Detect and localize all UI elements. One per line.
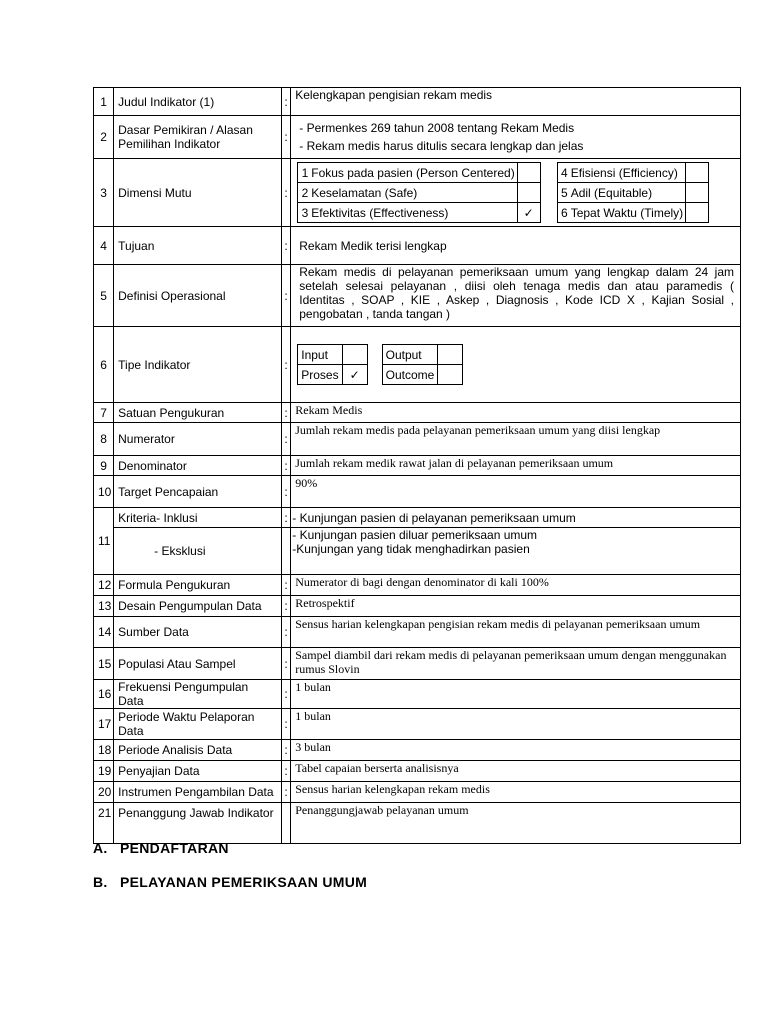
row-label: Populasi Atau Sampel bbox=[114, 648, 282, 680]
row-value: Rekam Medis bbox=[291, 403, 741, 423]
row-colon: : bbox=[281, 782, 291, 803]
row-number: 21 bbox=[94, 803, 114, 844]
row-number: 12 bbox=[94, 575, 114, 596]
row-label: Periode Analisis Data bbox=[114, 740, 282, 761]
row-value: Jumlah rekam medik rawat jalan di pelayanan pemeriksaan umum bbox=[291, 456, 741, 476]
row-number: 11 bbox=[94, 508, 114, 575]
row-number: 13 bbox=[94, 596, 114, 617]
table-row bbox=[94, 476, 741, 508]
row-number: 5 bbox=[94, 265, 114, 327]
dimensi-number: 6 bbox=[557, 203, 569, 223]
row-colon: : bbox=[281, 227, 291, 265]
dimensi-checkbox[interactable] bbox=[686, 183, 709, 203]
table-row bbox=[94, 648, 741, 680]
table-row bbox=[94, 265, 741, 327]
table-row bbox=[94, 596, 741, 617]
dimensi-label: Efektivitas (Effectiveness) bbox=[309, 203, 517, 223]
dimensi-checkbox[interactable]: ✓ bbox=[517, 203, 540, 223]
dimensi-label: Keselamatan (Safe) bbox=[309, 183, 517, 203]
row-label: Satuan Pengukuran bbox=[114, 403, 282, 423]
heading-text: PELAYANAN PEMERIKSAAN UMUM bbox=[120, 874, 368, 890]
row-value: Sensus harian kelengkapan rekam medis bbox=[291, 782, 741, 803]
dimensi-checkbox[interactable] bbox=[686, 203, 709, 223]
table-row bbox=[94, 803, 741, 844]
row-label: Sumber Data bbox=[114, 617, 282, 648]
dimensi-number: 4 bbox=[557, 163, 569, 183]
table-row bbox=[94, 680, 741, 709]
row-colon: : bbox=[281, 423, 291, 456]
row-value: Rekam medis di pelayanan pemeriksaan umum yang lengkap dalam 24 jam setelah selesai pelayanan , diisi oleh tenaga medis dan atau paramedis ( Identitas , SOAP , KIE , Askep , Diagnosis , Kode ICD X , Kajian Sosial , pengobatan , tanda tangan ) bbox=[291, 265, 741, 327]
row-number: 6 bbox=[94, 327, 114, 403]
tipe-label: Input bbox=[298, 345, 342, 365]
row-label: Dasar Pemikiran / Alasan Pemilihan Indikator bbox=[114, 116, 282, 159]
row-number: 16 bbox=[94, 680, 114, 709]
dimensi-checkbox[interactable] bbox=[517, 163, 540, 183]
row-value: Sensus harian kelengkapan pengisian rekam medis di pelayanan pemeriksaan umum bbox=[291, 617, 741, 648]
row-number: 3 bbox=[94, 159, 114, 227]
dimensi-checkbox[interactable] bbox=[517, 183, 540, 203]
row-value: Kelengkapan pengisian rekam medis bbox=[291, 88, 741, 116]
row-colon: : bbox=[281, 327, 291, 403]
row-label: Denominator bbox=[114, 456, 282, 476]
row-value: 90% bbox=[291, 476, 741, 508]
row-value-line: -Kunjungan yang tidak menghadirkan pasien bbox=[292, 542, 530, 556]
table-row bbox=[94, 508, 741, 528]
row-value: Rekam Medik terisi lengkap bbox=[291, 227, 741, 265]
row-label: Penyajian Data bbox=[114, 761, 282, 782]
section-heading-b bbox=[93, 874, 367, 890]
row-value: Tabel capaian berserta analisisnya bbox=[291, 761, 741, 782]
row-number: 19 bbox=[94, 761, 114, 782]
row-colon: : bbox=[281, 265, 291, 327]
tipe-checkbox[interactable] bbox=[342, 345, 367, 365]
row-number: 1 bbox=[94, 88, 114, 116]
row-label: Frekuensi Pengumpulan Data bbox=[114, 680, 282, 709]
table-row bbox=[94, 227, 741, 265]
heading-text: PENDAFTARAN bbox=[120, 840, 229, 856]
table-row bbox=[94, 159, 741, 227]
dimensi-label: Fokus pada pasien (Person Centered) bbox=[309, 163, 517, 183]
row-colon: : bbox=[281, 617, 291, 648]
row-value: Retrospektif bbox=[291, 596, 741, 617]
tipe-label: Proses bbox=[298, 365, 342, 385]
row-colon: : bbox=[281, 159, 291, 227]
table-row bbox=[94, 528, 741, 575]
row-number: 17 bbox=[94, 709, 114, 740]
row-colon: : bbox=[281, 709, 291, 740]
section-heading-a bbox=[93, 840, 229, 856]
dimensi-checkbox[interactable] bbox=[686, 163, 709, 183]
row-colon: : bbox=[281, 116, 291, 159]
dimensi-label: Tepat Waktu (Timely) bbox=[569, 203, 686, 223]
row-label: Numerator bbox=[114, 423, 282, 456]
row-value: Penanggungjawab pelayanan umum bbox=[291, 803, 741, 844]
table-row bbox=[94, 88, 741, 116]
row-number: 2 bbox=[94, 116, 114, 159]
row-value-line: - Permenkes 269 tahun 2008 tentang Rekam Medis bbox=[299, 121, 575, 135]
row-label: Kriteria- Inklusi bbox=[114, 508, 282, 528]
table-row bbox=[94, 575, 741, 596]
row-label: Judul Indikator (1) bbox=[114, 88, 282, 116]
row-colon: : bbox=[281, 761, 291, 782]
row-number: 9 bbox=[94, 456, 114, 476]
row-colon: : bbox=[281, 456, 291, 476]
indicator-profile-table bbox=[93, 87, 741, 844]
heading-marker: B. bbox=[93, 874, 108, 890]
tipe-checkbox[interactable] bbox=[438, 365, 463, 385]
row-number: 15 bbox=[94, 648, 114, 680]
row-value: Jumlah rekam medis pada pelayanan pemeriksaan umum yang diisi lengkap bbox=[291, 423, 741, 456]
table-row bbox=[94, 709, 741, 740]
row-label: Penanggung Jawab Indikator bbox=[114, 803, 282, 844]
row-label: Tujuan bbox=[114, 227, 282, 265]
row-value: 3 bulan bbox=[291, 740, 741, 761]
row-number: 7 bbox=[94, 403, 114, 423]
row-colon: : bbox=[281, 88, 291, 116]
row-colon: : bbox=[281, 508, 291, 528]
table-row bbox=[94, 423, 741, 456]
row-value-line: - Kunjungan pasien diluar pemeriksaan umum bbox=[292, 528, 538, 542]
row-label: Periode Waktu Pelaporan Data bbox=[114, 709, 282, 740]
row-value-line: - Rekam medis harus ditulis secara lengkap dan jelas bbox=[299, 139, 584, 153]
row-number: 14 bbox=[94, 617, 114, 648]
dimensi-number: 3 bbox=[298, 203, 310, 223]
table-row bbox=[94, 116, 741, 159]
row-label: Tipe Indikator bbox=[114, 327, 282, 403]
row-number: 18 bbox=[94, 740, 114, 761]
row-colon: : bbox=[281, 403, 291, 423]
row-value: - Kunjungan pasien di pelayanan pemeriksaan umum bbox=[291, 508, 741, 528]
row-value: 1 bulan bbox=[291, 680, 741, 709]
tipe-indikator-grid bbox=[297, 344, 463, 385]
table-row bbox=[94, 740, 741, 761]
tipe-label: Outcome bbox=[382, 365, 438, 385]
row-label: Target Pencapaian bbox=[114, 476, 282, 508]
dimensi-label: Adil (Equitable) bbox=[569, 183, 686, 203]
row-value: Numerator di bagi dengan denominator di kali 100% bbox=[291, 575, 741, 596]
tipe-label: Output bbox=[382, 345, 438, 365]
row-number: 10 bbox=[94, 476, 114, 508]
row-colon: : bbox=[281, 648, 291, 680]
heading-marker: A. bbox=[93, 840, 108, 856]
row-label: Definisi Operasional bbox=[114, 265, 282, 327]
dimensi-mutu-grid bbox=[297, 162, 709, 223]
row-colon: : bbox=[281, 575, 291, 596]
table-row bbox=[94, 327, 741, 403]
row-number: 4 bbox=[94, 227, 114, 265]
row-number: 20 bbox=[94, 782, 114, 803]
tipe-checkbox[interactable]: ✓ bbox=[342, 365, 367, 385]
row-value: Sampel diambil dari rekam medis di pelayanan pemeriksaan umum dengan menggunakan rumus Slovin bbox=[291, 648, 741, 680]
row-label: Formula Pengukuran bbox=[114, 575, 282, 596]
dimensi-label: Efisiensi (Efficiency) bbox=[569, 163, 686, 183]
table-row bbox=[94, 782, 741, 803]
row-colon: : bbox=[281, 740, 291, 761]
table-row bbox=[94, 761, 741, 782]
row-value: 1 bulan bbox=[291, 709, 741, 740]
table-row bbox=[94, 617, 741, 648]
row-label: - Eksklusi bbox=[114, 528, 282, 575]
dimensi-number: 1 bbox=[298, 163, 310, 183]
dimensi-number: 2 bbox=[298, 183, 310, 203]
row-number: 8 bbox=[94, 423, 114, 456]
row-label: Instrumen Pengambilan Data bbox=[114, 782, 282, 803]
row-colon: : bbox=[281, 680, 291, 709]
table-row bbox=[94, 403, 741, 423]
tipe-checkbox[interactable] bbox=[438, 345, 463, 365]
table-row bbox=[94, 456, 741, 476]
row-colon: : bbox=[281, 596, 291, 617]
row-label: Dimensi Mutu bbox=[114, 159, 282, 227]
dimensi-number: 5 bbox=[557, 183, 569, 203]
row-colon: : bbox=[281, 476, 291, 508]
row-label: Desain Pengumpulan Data bbox=[114, 596, 282, 617]
